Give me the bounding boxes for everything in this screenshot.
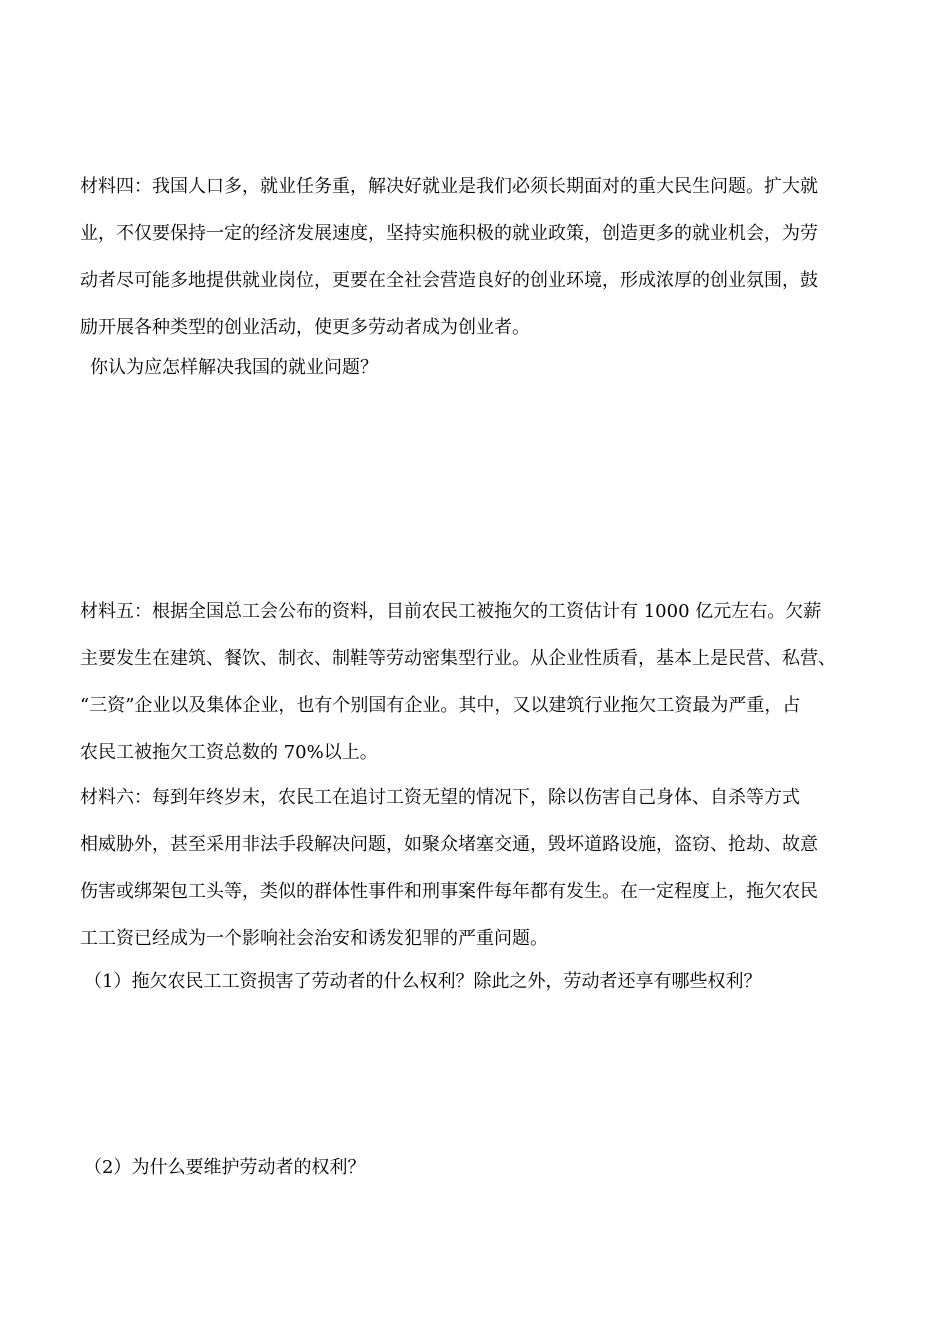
material6-line-1: 材料六：每到年终岁末，农民工在追讨工资无望的情况下，除以伤害自己身体、自杀等方式 [80, 787, 800, 808]
material4-line-2: 业，不仅要保持一定的经济发展速度，坚持实施积极的就业政策，创造更多的就业机会，为劳 [80, 223, 818, 244]
material6-line-2: 相威胁外，甚至采用非法手段解决问题，如聚众堵塞交通，毁坏道路设施，盗窃、抢劫、故意 [80, 834, 818, 855]
material4-line-4: 励开展各种类型的创业活动，使更多劳动者成为创业者。 [80, 317, 530, 338]
material4-question: 你认为应怎样解决我国的就业问题？ [90, 357, 378, 378]
material6-question-1: （1）拖欠农民工工资损害了劳动者的什么权利？除此之外，劳动者还享有哪些权利？ [84, 971, 762, 992]
material4-line-1: 材料四：我国人口多，就业任务重，解决好就业是我们必须长期面对的重大民生问题。扩大就 [80, 176, 818, 197]
material5-line-3: “三资”企业以及集体企业，也有个别国有企业。其中，又以建筑行业拖欠工资最为严重，占 [80, 695, 801, 716]
material4-line-3: 动者尽可能多地提供就业岗位，更要在全社会营造良好的创业环境，形成浓厚的创业氛围，鼓 [80, 270, 818, 291]
material6-line-3: 伤害或绑架包工头等，类似的群体性事件和刑事案件每年都有发生。在一定程度上，拖欠农民 [80, 881, 818, 902]
material6-line-4: 工工资已经成为一个影响社会治安和诱发犯罪的严重问题。 [80, 928, 548, 949]
material6-question-2: （2）为什么要维护劳动者的权利？ [84, 1157, 366, 1178]
material5-line-2: 主要发生在建筑、餐饮、制衣、制鞋等劳动密集型行业。从企业性质看，基本上是民营、私营、 [80, 648, 836, 669]
material5-line-1: 材料五：根据全国总工会公布的资料，目前农民工被拖欠的工资估计有 1000 亿元左右。欠薪 [80, 601, 822, 622]
material5-line-4: 农民工被拖欠工资总数的 70%以上。 [80, 742, 378, 763]
